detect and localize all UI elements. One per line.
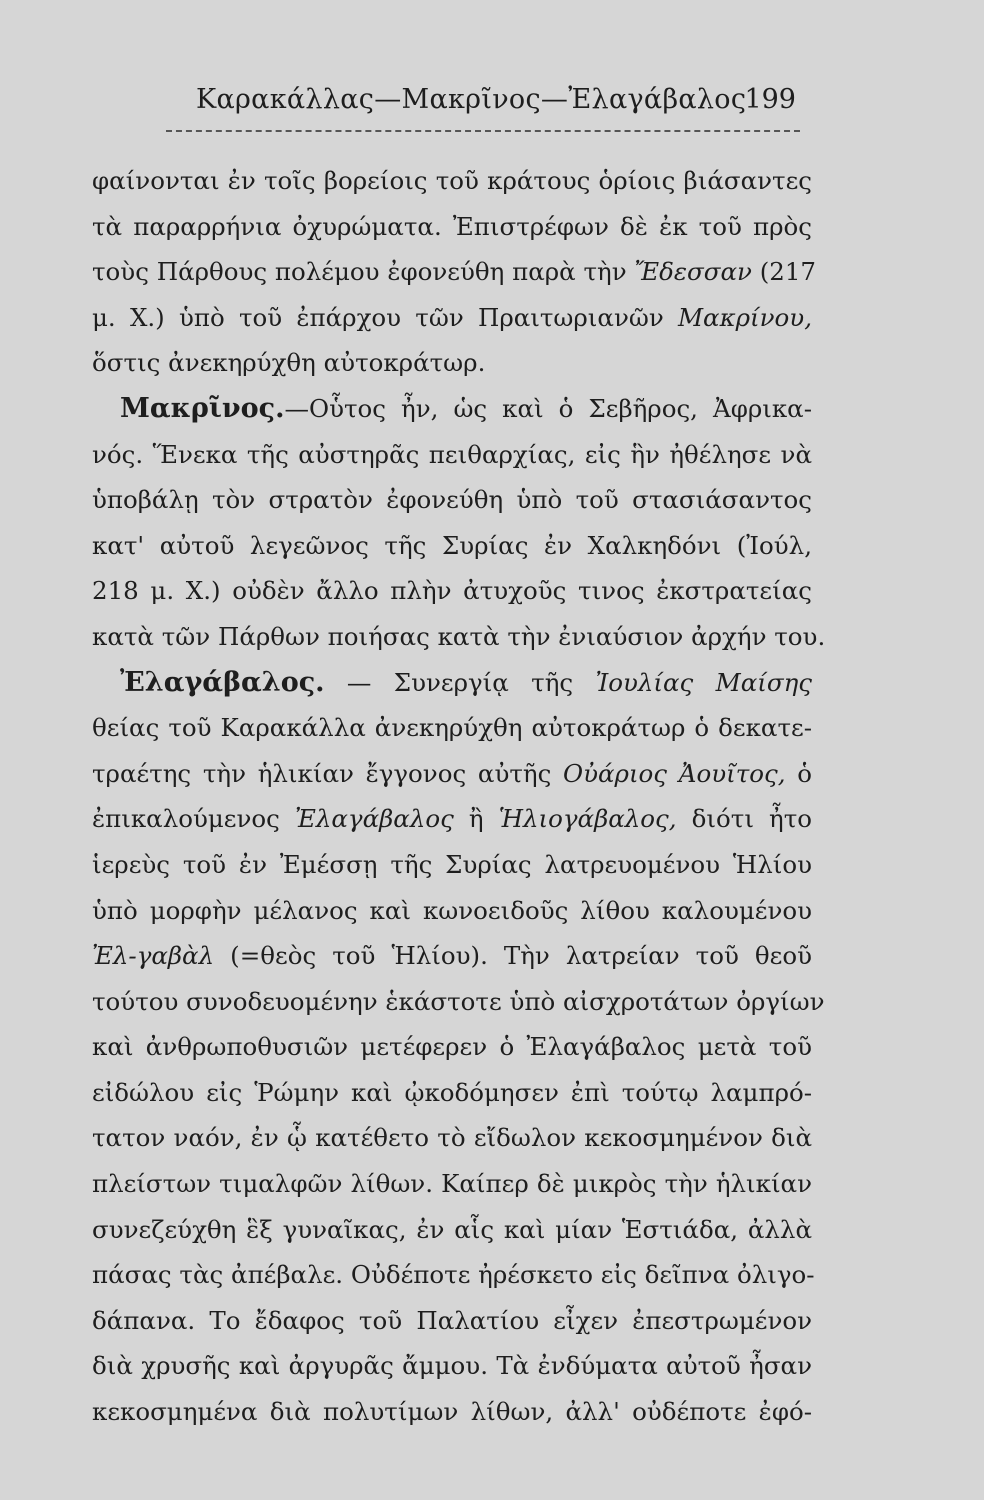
text-line: τραέτης τὴν ἡλικίαν ἔγγονος αὐτῆς Οὐάριος Ἀουῖτος, ὁ: [92, 758, 812, 788]
text-line: πάσας τὰς ἀπέβαλε. Οὐδέποτε ἠρέσκετο εἰς δεῖπνα ὀλιγο-: [92, 1260, 815, 1290]
text-line: συνεζεύχθη ἓξ γυναῖκας, ἐν αἷς καὶ μίαν Ἑστιάδα, ἀλλὰ: [92, 1214, 812, 1244]
header-rule: [166, 130, 800, 132]
text-line: πλείστων τιμαλφῶν λίθων. Καίπερ δὲ μικρὸς τὴν ἡλικίαν: [92, 1169, 812, 1199]
page-header: [196, 84, 800, 124]
text-line: 218 μ. Χ.) οὐδὲν ἄλλο πλὴν ἀτυχοῦς τινος ἐκστρατείας: [92, 576, 812, 606]
text-line: καὶ ἀνθρωποθυσιῶν μετέφερεν ὁ Ἐλαγάβαλος μετὰ τοῦ: [92, 1032, 812, 1062]
text-line: διὰ χρυσῆς καὶ ἀργυρᾶς ἄμμου. Τὰ ἐνδύματα αὐτοῦ ἦσαν: [92, 1351, 812, 1381]
text-line: ὅστις ἀνεκηρύχθη αὐτοκράτωρ.: [92, 348, 486, 378]
text-line: τούτου συνοδευομένην ἑκάστοτε ὑπὸ αἰσχροτάτων ὀργίων: [92, 986, 825, 1016]
body-text: [92, 158, 826, 1435]
text-line: Ἐλαγάβαλος. — Συνεργίᾳ τῆς Ἰουλίας Μαίσης: [120, 666, 812, 698]
text-line: φαίνονται ἐν τοῖς βορείοις τοῦ κράτους ὁρίοις βιάσαντες: [92, 166, 812, 195]
text-line: τατον ναόν, ἐν ᾧ κατέθετο τὸ εἴδωλον κεκοσμημένον διὰ: [92, 1123, 812, 1153]
running-title: Καρακάλλας—Μακρῖνος—Ἐλαγάβαλος: [196, 84, 747, 115]
text-line: κατὰ τῶν Πάρθων ποιήσας κατὰ τὴν ἐνιαύσιον ἀρχήν του.: [92, 621, 826, 651]
text-line: τοὺς Πάρθους πολέμου ἐφονεύθη παρὰ τὴν Ἔδεσσαν (217: [92, 257, 817, 287]
text-line: τὰ παραρρήνια ὀχυρώματα. Ἐπιστρέφων δὲ ἐκ τοῦ πρὸς: [92, 211, 812, 241]
text-line: ὑπὸ μορφὴν μέλανος καὶ κωνοειδοῦς λίθου καλουμένου: [92, 895, 812, 925]
text-line: εἰδώλου εἰς Ῥώμην καὶ ᾠκοδόμησεν ἐπὶ τούτῳ λαμπρό-: [92, 1077, 812, 1107]
text-line: ὑποβάλῃ τὸν στρατὸν ἐφονεύθη ὑπὸ τοῦ στασιάσαντος: [92, 485, 812, 515]
text-line: ἱερεὺς τοῦ ἐν Ἐμέσσῃ τῆς Συρίας λατρευομένου Ἡλίου: [92, 849, 812, 879]
text-line: κεκοσμημένα διὰ πολυτίμων λίθων, ἀλλ' οὐδέποτε ἐφό-: [92, 1397, 812, 1427]
text-line: θείας τοῦ Καρακάλλα ἀνεκηρύχθη αὐτοκράτωρ ὁ δεκατε-: [92, 713, 812, 743]
page-number: 199: [744, 84, 796, 115]
text-line: Μακρῖνος.—Οὗτος ἦν, ὡς καὶ ὁ Σεβῆρος, Ἀφρικα-: [120, 392, 812, 424]
text-line: κατ' αὐτοῦ λεγεῶνος τῆς Συρίας ἐν Χαλκηδόνι (Ἰούλ,: [92, 530, 812, 560]
section-heading: Μακρῖνος.: [120, 392, 285, 424]
text-line: μ. Χ.) ὑπὸ τοῦ ἐπάρχου τῶν Πραιτωριανῶν Μακρίνου,: [92, 302, 812, 332]
text-line: Ἐλ-γαβὰλ (=θεὸς τοῦ Ἡλίου). Τὴν λατρείαν τοῦ θεοῦ: [92, 941, 812, 971]
text-line: ἐπικαλούμενος Ἐλαγάβαλος ἢ Ἡλιογάβαλος, διότι ἦτο: [92, 804, 812, 834]
text-line: δάπανα. Το ἔδαφος τοῦ Παλατίου εἶχεν ἐπεστρωμένον: [92, 1305, 812, 1335]
text-line: νός. Ἕνεκα τῆς αὐστηρᾶς πειθαρχίας, εἰς ἣν ἠθέλησε νὰ: [92, 439, 812, 469]
section-heading: Ἐλαγάβαλος.: [120, 666, 325, 698]
